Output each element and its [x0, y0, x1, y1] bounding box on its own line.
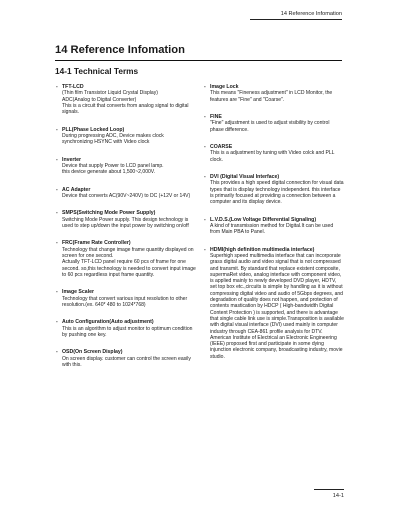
term-ac-adapter	[56, 187, 196, 200]
term-body: (Thin film Transistor Liquid Crystal Display) ADC(Analog to Digital Converter) This is a circuit that converts from analog signal to digital signals.	[62, 90, 189, 116]
term-title: - DVI (Digital Visual Interface)	[204, 174, 344, 180]
term-title: - OSD(On Screen Display)	[56, 349, 196, 355]
term-hdmi	[204, 247, 344, 360]
term-title: - HDMI(high definition multimedia interface)	[204, 247, 344, 253]
term-body: Device that converts AC(90V~240V) to DC (+12V or 14V)	[62, 193, 191, 199]
term-title: - FINE	[204, 114, 344, 120]
term-body: On screen display. customer can control the screen easily with this.	[62, 355, 191, 368]
chapter-title: 14 Reference Infomation	[55, 44, 342, 61]
left-column	[56, 84, 196, 368]
term-title: - Auto Configuration(Auto adjustment)	[56, 319, 196, 325]
term-body: Device that supply Power to LCD panel lamp. this device generate about 1,500~2,000V.	[62, 163, 164, 176]
term-osd	[56, 349, 196, 368]
term-title: - Inverter	[56, 157, 196, 163]
term-body: This is a adjustment by tuning with Video colck and PLL clock.	[210, 150, 335, 163]
term-body: This is an algorithm to adjust monitor to optimum condition by pushing one key.	[62, 325, 193, 338]
running-header: 14 Reference Infomation	[250, 9, 342, 20]
term-body: "Fine" adjustment is used to adjust visibility by control phase difference.	[210, 120, 330, 133]
term-title: - Image Scaler	[56, 289, 196, 295]
right-column	[204, 84, 344, 360]
term-body: Switching Mode Power supply. This design technology is used to step up/down the input power by switching on/off	[62, 216, 189, 229]
term-smps	[56, 210, 196, 229]
term-title: - AC Adapter	[56, 187, 196, 193]
term-fine	[204, 114, 344, 133]
term-pll	[56, 127, 196, 146]
term-coarse	[204, 144, 344, 163]
section-title: 14-1 Technical Terms	[55, 66, 139, 76]
term-tft-lcd	[56, 84, 196, 116]
term-body: A kind of transmission method for Digital.It can be used from Main PBA to Panel.	[210, 223, 334, 236]
page-number: 14-1	[314, 489, 344, 500]
term-body: Superhigh speed multimedia interface that can incorporate grass digital audio and video signal that is not compressed and transmit. By standard that replace existent composite, supermaRet video, analog interface with component video, is applied mainly to newly developed DVD player, HDTV, set top box etc.,circuits is simple by handling as it is without compressing digital video and audio of 5Gbps degrees, and degradation of quality does not happen, and protection of contents mastication by HDCP ( High-bandwidth Digital Content Protection ) is supported, and there is advantage that single cable link use is simple.Transposition is available with digital visual interface (DVI) used mainly in computer industry through CEA-861 profile analysis for DTV. American Institute of Electrical an Electronic Engineering (IEEE) proposed first and participate in some dying injunction electronic company, broadcasting industry, movie studio.	[210, 253, 344, 360]
term-image-scaler	[56, 289, 196, 308]
term-title: - PLL(Phase Locked Loop)	[56, 127, 196, 133]
term-lvds	[204, 217, 344, 236]
term-inverter	[56, 157, 196, 176]
term-frc	[56, 240, 196, 278]
term-body: This provides a high speed digital connection for visual data types that is display technology independent. this interface is primarily focused at providing a connection between a computer and its display device.	[210, 180, 344, 206]
term-auto-configuration	[56, 319, 196, 338]
term-title: - TFT-LCD	[56, 84, 196, 90]
term-title: - COARSE	[204, 144, 344, 150]
term-body: During progressing ADC, Device makes clock synchronizing HSYNC with Video clock	[62, 133, 164, 146]
term-image-lock	[204, 84, 344, 103]
term-body: Technology that convert various input resolution to other resolution.(ex. 640* 480 to 1024*768)	[62, 295, 188, 308]
term-title: - L.V.D.S.(Low Voltage Differential Signaling)	[204, 217, 344, 223]
term-dvi	[204, 174, 344, 206]
term-body: This means "Fineness adjustment" in LCD Monitor, the features are "Fine" and "Coarse".	[210, 90, 333, 103]
term-title: - Image Lock	[204, 84, 344, 90]
term-title: - SMPS(Switching Mode Power Supply)	[56, 210, 196, 216]
term-title: - FRC(Frame Rate Controller)	[56, 240, 196, 246]
term-body: Technology that change image frame quantity displayed on screen for one second. Actually TFT-LCD panel require 60 pcs of frame for one second. so,this technology is needed to convert input image to 60 pcs regardless input frame quantity.	[62, 246, 196, 278]
